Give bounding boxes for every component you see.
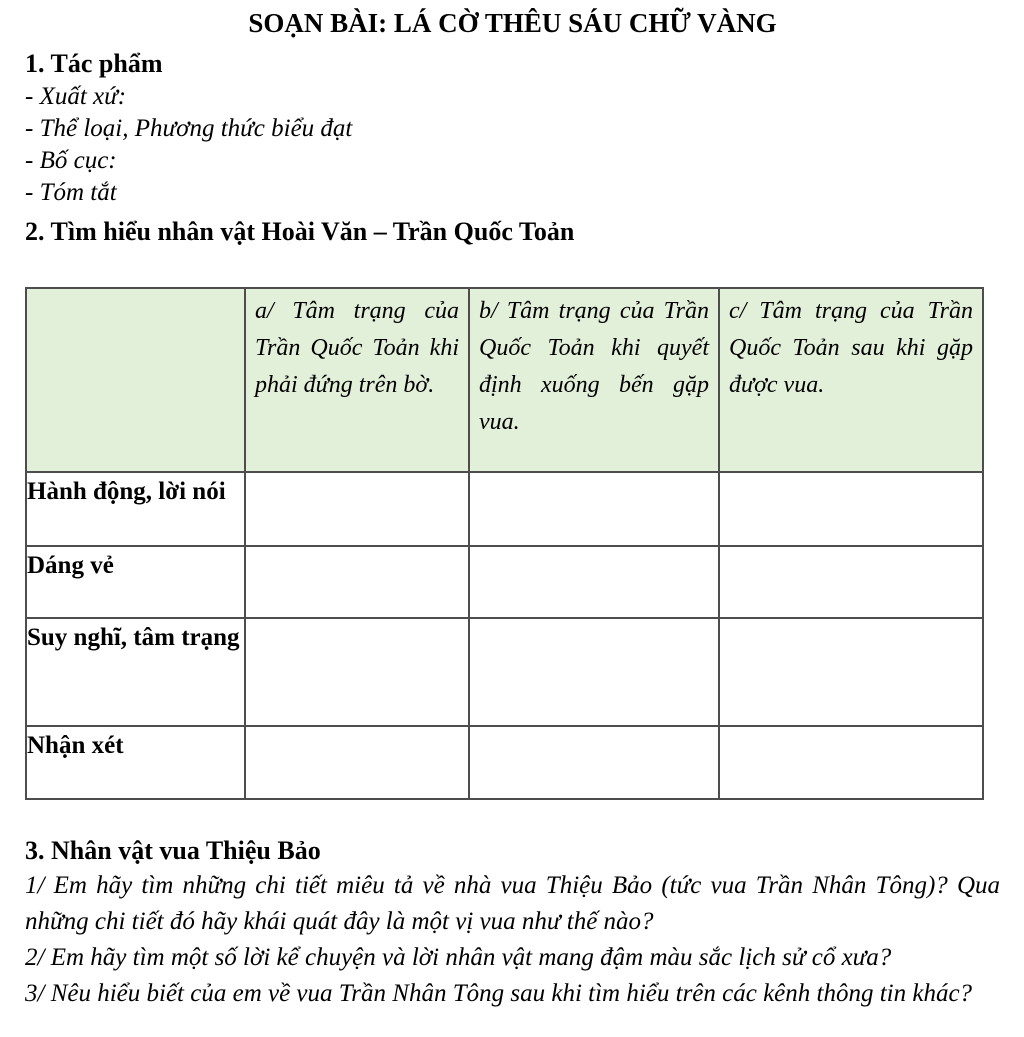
table-cell-empty bbox=[245, 472, 469, 546]
question-2: 2/ Em hãy tìm một số lời kể chuyện và lời nhân vật mang đậm màu sắc lịch sử cổ xưa? bbox=[25, 944, 892, 971]
row-label-remarks: Nhận xét bbox=[26, 726, 245, 799]
table-header-row bbox=[26, 288, 983, 472]
table-row bbox=[26, 472, 983, 546]
table-cell-empty bbox=[719, 546, 983, 618]
table-cell-empty bbox=[469, 546, 719, 618]
header-cell-b: b/ Tâm trạng của Trần Quốc Toản khi quyết định xuống bến gặp vua. bbox=[469, 288, 719, 472]
outline-item-summary: - Tóm tắt bbox=[25, 179, 117, 206]
table-cell-empty bbox=[245, 546, 469, 618]
question-1: 1/ Em hãy tìm những chi tiết miêu tả về nhà vua Thiệu Bảo (tức vua Trần Nhân Tông)? Qua những chi tiết đó hãy khái quát đây là một vị vua như thế nào? bbox=[25, 872, 1000, 935]
header-cell-blank bbox=[26, 288, 245, 472]
section-2-heading: 2. Tìm hiểu nhân vật Hoài Văn – Trần Quốc Toản bbox=[25, 217, 575, 246]
table-row bbox=[26, 546, 983, 618]
table-row bbox=[26, 726, 983, 799]
table-row bbox=[26, 618, 983, 726]
row-label-thoughts-feelings: Suy nghĩ, tâm trạng bbox=[26, 618, 245, 726]
row-label-actions-words: Hành động, lời nói bbox=[26, 472, 245, 546]
document-title: SOẠN BÀI: LÁ CỜ THÊU SÁU CHỮ VÀNG bbox=[248, 8, 777, 38]
outline-item-genre: - Thể loại, Phương thức biểu đạt bbox=[25, 115, 353, 142]
table-cell-empty bbox=[245, 618, 469, 726]
table-cell-empty bbox=[469, 618, 719, 726]
header-cell-c: c/ Tâm trạng của Trần Quốc Toản sau khi gặp được vua. bbox=[719, 288, 983, 472]
section-3-questions bbox=[25, 868, 1000, 1012]
character-analysis-table bbox=[25, 287, 984, 800]
outline-item-structure: - Bố cục: bbox=[25, 147, 117, 174]
question-3: 3/ Nêu hiểu biết của em về vua Trần Nhân Tông sau khi tìm hiểu trên các kênh thông tin khác? bbox=[25, 980, 973, 1007]
table-cell-empty bbox=[469, 472, 719, 546]
header-cell-a: a/ Tâm trạng của Trần Quốc Toản khi phải đứng trên bờ. bbox=[245, 288, 469, 472]
row-label-appearance: Dáng vẻ bbox=[26, 546, 245, 618]
table-cell-empty bbox=[719, 618, 983, 726]
section-1-heading: 1. Tác phẩm bbox=[25, 49, 163, 78]
table-cell-empty bbox=[469, 726, 719, 799]
section-1-outline bbox=[25, 81, 1000, 209]
outline-item-origin: - Xuất xứ: bbox=[25, 83, 127, 110]
table-cell-empty bbox=[719, 726, 983, 799]
table-cell-empty bbox=[245, 726, 469, 799]
table-cell-empty bbox=[719, 472, 983, 546]
section-3-heading: 3. Nhân vật vua Thiệu Bảo bbox=[25, 836, 321, 865]
